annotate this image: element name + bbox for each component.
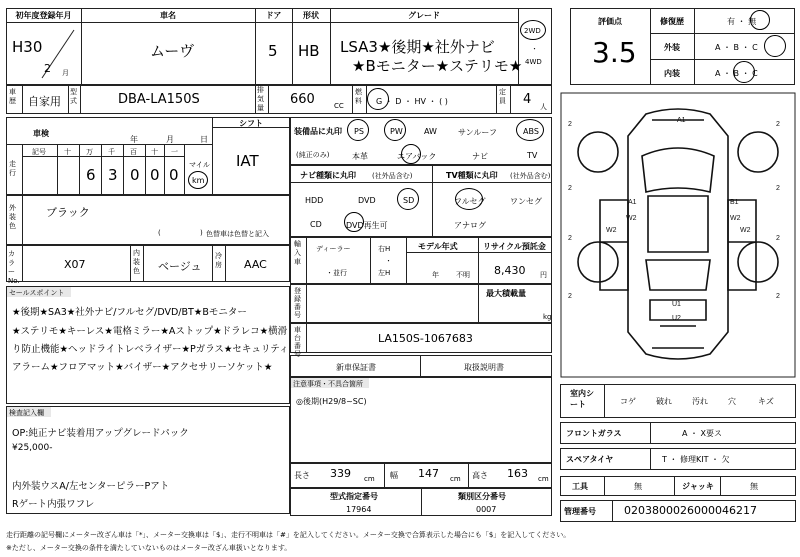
- mileage-label: 走行: [9, 160, 16, 177]
- grade-line-2: ★Bモニター★ステリモ★: [352, 57, 523, 75]
- mark-fl: 2: [568, 121, 572, 128]
- car-name-value: ムーヴ: [150, 42, 195, 60]
- navi-sd: SD: [403, 196, 415, 205]
- navi-label: ナビ種類に丸印: [300, 171, 356, 180]
- sales-line-1: ★後期★SA3★社外ナビ/フルセグ/DVD/BT★Bモニター: [12, 307, 247, 318]
- navi-cd: CD: [310, 220, 322, 229]
- score-value: 3.5: [592, 36, 637, 69]
- mgmt-label: 管理番号: [564, 507, 596, 516]
- navi-sd-circle: [397, 188, 419, 210]
- color-code-label: カラーNo.: [8, 250, 20, 285]
- reg-month-value: 2: [44, 62, 51, 75]
- width-unit: cm: [450, 475, 461, 483]
- digit-header-0: 記号: [32, 148, 46, 156]
- exterior-options: A ・ B ・ C: [715, 43, 758, 52]
- reg-no-label: 登録番号: [294, 287, 301, 319]
- digit-3: 0: [150, 166, 160, 184]
- exterior-circle: [764, 35, 786, 57]
- fuel-circle: [367, 88, 389, 110]
- door-label: ドア: [265, 11, 282, 20]
- car-name-label: 車名: [160, 11, 176, 20]
- inspection-day: 日: [200, 135, 208, 144]
- chassis-value: LA150S-1067683: [378, 332, 473, 345]
- color-paren-open: (: [158, 229, 161, 237]
- dmg-u2: U2: [672, 315, 681, 322]
- model-year-value: 不明: [456, 271, 470, 279]
- dmg-w2-left: W2: [626, 215, 637, 222]
- ac-value: AAC: [244, 258, 267, 271]
- import-right: 右H: [378, 245, 391, 253]
- inspection-year: 年: [130, 135, 138, 144]
- mark-rl2: 2: [568, 293, 572, 300]
- interior-color-value: ベージュ: [158, 260, 202, 273]
- cap-unit: 人: [540, 103, 547, 111]
- equip-pw: PW: [390, 127, 403, 136]
- drive-2wd-circle: [520, 20, 546, 40]
- width-value: 147: [418, 467, 439, 480]
- disp-value: 660: [290, 92, 315, 107]
- tv-oneseg: ワンセグ: [510, 197, 542, 206]
- equip-tv: TV: [527, 151, 538, 160]
- mark-rr2: 2: [776, 293, 780, 300]
- model-year-unit: 年: [432, 271, 439, 279]
- inspector-line-5: Rゲート内張ワフレ: [12, 499, 95, 510]
- use-value: 自家用: [28, 95, 61, 108]
- tv-fullseg: フルセグ: [454, 197, 486, 206]
- new-car-warranty: 新車保証書: [336, 363, 376, 372]
- glass-options: A ・ X要ス: [682, 429, 723, 438]
- grade-label: グレード: [408, 11, 440, 20]
- color-paren-close: ): [200, 229, 203, 237]
- drive-2wd: 2WD: [524, 27, 541, 35]
- fuel-label: 燃料: [355, 88, 362, 105]
- inspector-line-1: OP:純正ナビ装着用アップグレードパック: [12, 428, 189, 439]
- mark-fr: 2: [776, 121, 780, 128]
- mark-fl2: 2: [568, 185, 572, 192]
- km-circle: [188, 171, 208, 189]
- equip-abs: ABS: [523, 127, 539, 136]
- cap-label: 定員: [499, 88, 506, 105]
- notes-label: 注意事項・不具合箇所: [293, 380, 363, 388]
- glass-label: フロントガラス: [566, 429, 622, 438]
- repair-options: 有 ・ 無: [727, 17, 757, 26]
- use-label: 車歴: [9, 88, 16, 105]
- interior-circle: [733, 61, 755, 83]
- navi-dvd: DVD: [358, 196, 376, 205]
- color-code-value: X07: [64, 258, 86, 271]
- class-value: 0007: [476, 505, 497, 514]
- mark-fr2: 2: [776, 185, 780, 192]
- digit-2: 0: [130, 166, 140, 184]
- navi-dvd-play: DVD再生可: [346, 221, 388, 230]
- tv-label: TV種類に丸印: [446, 171, 498, 180]
- tv-analog: アナログ: [454, 221, 486, 230]
- mgmt-value: 0203800026000046217: [624, 504, 757, 517]
- sales-line-4: アラーム★フロアマット★バイザー★アクセサリーソケット★: [12, 362, 273, 373]
- color-value: ブラック: [46, 206, 90, 219]
- interior-label: 内装: [664, 69, 680, 78]
- seat-opt-hole: 穴: [728, 397, 736, 406]
- jack-value: 無: [750, 482, 758, 491]
- digit-header-6: 一: [171, 148, 178, 156]
- navi-dvd-play-circle: [344, 212, 364, 232]
- exterior-label: 外装: [664, 43, 680, 52]
- reg-year-value: H30: [12, 38, 43, 56]
- equip-ps: PS: [354, 127, 364, 136]
- km-label: km: [192, 176, 205, 185]
- footer-line-2: ※ただし、メーター交換の条件を満たしていないものはメーター改ざん車扱いとなります。: [6, 544, 292, 552]
- equip-aw: AW: [424, 127, 437, 136]
- sales-line-2: ★ステリモ★キーレス★電格ミラー★Aストップ★ドラレコ★横滑: [12, 326, 288, 337]
- door-value: 5: [268, 42, 278, 60]
- tool-value: 無: [634, 482, 642, 491]
- fuel-options: G ・ D ・ HV ・ ( ): [376, 97, 448, 106]
- interior-options: A ・ B ・ C: [715, 69, 758, 78]
- digit-header-5: 十: [151, 148, 158, 156]
- digit-0: 6: [86, 166, 96, 184]
- seat-opt-tear: 破れ: [656, 397, 672, 406]
- reg-year-label: 初年度登録年月: [15, 11, 72, 20]
- drive-4wd: 4WD: [525, 58, 542, 66]
- dmg-b1-right: B1: [730, 199, 739, 206]
- warranty-box: [290, 355, 552, 377]
- type-label: 型式指定番号: [330, 492, 378, 501]
- import-dealer: ディーラー: [316, 245, 351, 253]
- mark-rr: 2: [776, 235, 780, 242]
- interior-color-label: 内装色: [133, 249, 140, 275]
- dmg-u1: U1: [672, 301, 681, 308]
- disp-unit: CC: [334, 102, 344, 110]
- inspector-line-4: 内外装ウスA/左センターピラーPアト: [12, 481, 170, 492]
- seat-opt-scratch: キズ: [758, 397, 774, 406]
- dmg-a1-front: A1: [677, 117, 686, 124]
- inspector-label: 検査記入欄: [9, 409, 44, 417]
- digit-4: 0: [169, 166, 179, 184]
- tools-box: [560, 476, 796, 496]
- seat-opt-burn: コゲ: [620, 397, 636, 406]
- inspection-label: 車検: [33, 129, 49, 138]
- footer-line-1: 走行距離の記号欄にメーター改ざん車は「*」、メーター交換車は「$」、走行不明車は「#」を記入してください。メーター交換で合算表示した場合にも「$」を記入してください。: [6, 531, 571, 539]
- shape-label: 形状: [303, 11, 319, 20]
- recycle-label: リサイクル預託金: [483, 242, 546, 251]
- type-value: 17964: [346, 505, 372, 514]
- color-note: 色替車は色替と記入: [206, 230, 269, 238]
- shift-label: シフト: [239, 119, 263, 128]
- import-dot: ・: [385, 257, 392, 265]
- color-label: 外装色: [9, 204, 16, 230]
- dmg-w2-right-b: W2: [740, 227, 751, 234]
- month-unit: 月: [62, 69, 69, 77]
- recycle-value: 8,430: [494, 264, 526, 277]
- cap-value: 4: [523, 92, 532, 107]
- width-label: 幅: [390, 471, 398, 480]
- spare-options: T ・ 修理KIT ・ 欠: [662, 455, 730, 464]
- jack-label: ジャッキ: [682, 482, 714, 491]
- inspection-month: 月: [166, 135, 174, 144]
- equipment-sublabel: (純正のみ): [296, 151, 330, 159]
- chassis-label: 車台番号: [294, 326, 301, 358]
- model-label: 型式: [70, 88, 77, 105]
- notes-box: [290, 377, 552, 463]
- navi-hdd: HDD: [305, 196, 324, 205]
- repair-circle: [750, 10, 770, 30]
- equip-airbag: エアバック: [397, 152, 437, 161]
- seat-label: 室内シート: [570, 389, 594, 409]
- drive-dot: ・: [531, 45, 538, 53]
- seat-opt-dirt: 汚れ: [692, 397, 708, 406]
- digit-header-2: 万: [86, 148, 93, 156]
- shift-value: IAT: [236, 152, 259, 170]
- length-label: 長さ: [294, 471, 310, 480]
- model-value: DBA-LA150S: [118, 92, 200, 107]
- import-left: 左H: [378, 269, 391, 277]
- ac-label: 冷房: [215, 252, 222, 269]
- spare-label: スペアタイヤ: [566, 455, 614, 464]
- recycle-yen: 円: [540, 271, 547, 279]
- height-unit: cm: [538, 475, 549, 483]
- dmg-a1-left: A1: [628, 199, 637, 206]
- vehicle-diagram: [560, 92, 796, 378]
- tv-fullseg-circle: [455, 188, 483, 210]
- height-value: 163: [507, 467, 528, 480]
- import-label: 輸入車: [294, 240, 301, 266]
- grade-line-1: LSA3★後期★社外ナビ: [340, 38, 495, 56]
- shape-value: HB: [298, 42, 320, 60]
- max-load-kg: kg: [543, 313, 552, 321]
- height-label: 高さ: [472, 471, 488, 480]
- equip-ps-circle: [347, 119, 369, 141]
- import-parallel: ・並行: [326, 269, 347, 277]
- digit-1: 3: [108, 166, 118, 184]
- repair-label: 修復歴: [660, 17, 684, 26]
- row2-box: [6, 85, 552, 114]
- max-load-label: 最大積載量: [486, 289, 526, 298]
- tool-label: 工具: [572, 482, 588, 491]
- digit-header-4: 百: [130, 148, 137, 156]
- tv-sub: (社外品含む): [510, 172, 551, 180]
- notes-value: ◎後期(H29/8~SC): [296, 397, 367, 406]
- sales-label: セールスポイント: [9, 289, 65, 297]
- digit-header-3: 千: [108, 148, 115, 156]
- equip-abs-circle: [516, 119, 544, 141]
- mile-label: マイル: [189, 161, 210, 169]
- mark-rl: 2: [568, 235, 572, 242]
- equip-pw-circle: [384, 119, 406, 141]
- equip-navi: ナビ: [472, 152, 488, 161]
- equip-sunroof: サンルーフ: [458, 128, 497, 137]
- equipment-label: 装備品に丸印: [294, 127, 342, 136]
- navi-sub: (社外品含む): [372, 172, 413, 180]
- length-unit: cm: [364, 475, 375, 483]
- manual: 取扱説明書: [464, 363, 504, 372]
- score-label: 評価点: [598, 17, 622, 26]
- inspector-line-2: ¥25,000-: [12, 443, 53, 453]
- disp-label: 排気量: [257, 86, 264, 112]
- model-year-label: モデル年式: [418, 242, 458, 251]
- dmg-w2-left-b: W2: [606, 227, 617, 234]
- equip-leather: 本革: [352, 152, 368, 161]
- sales-line-3: り防止機能★ヘッドライトレベライザー★Pガラス★セキュリティ: [12, 344, 289, 355]
- class-label: 類別区分番号: [458, 492, 506, 501]
- dmg-w2-right: W2: [730, 215, 741, 222]
- equip-airbag-circle: [401, 144, 421, 164]
- length-value: 339: [330, 467, 351, 480]
- digit-header-1: 十: [64, 148, 71, 156]
